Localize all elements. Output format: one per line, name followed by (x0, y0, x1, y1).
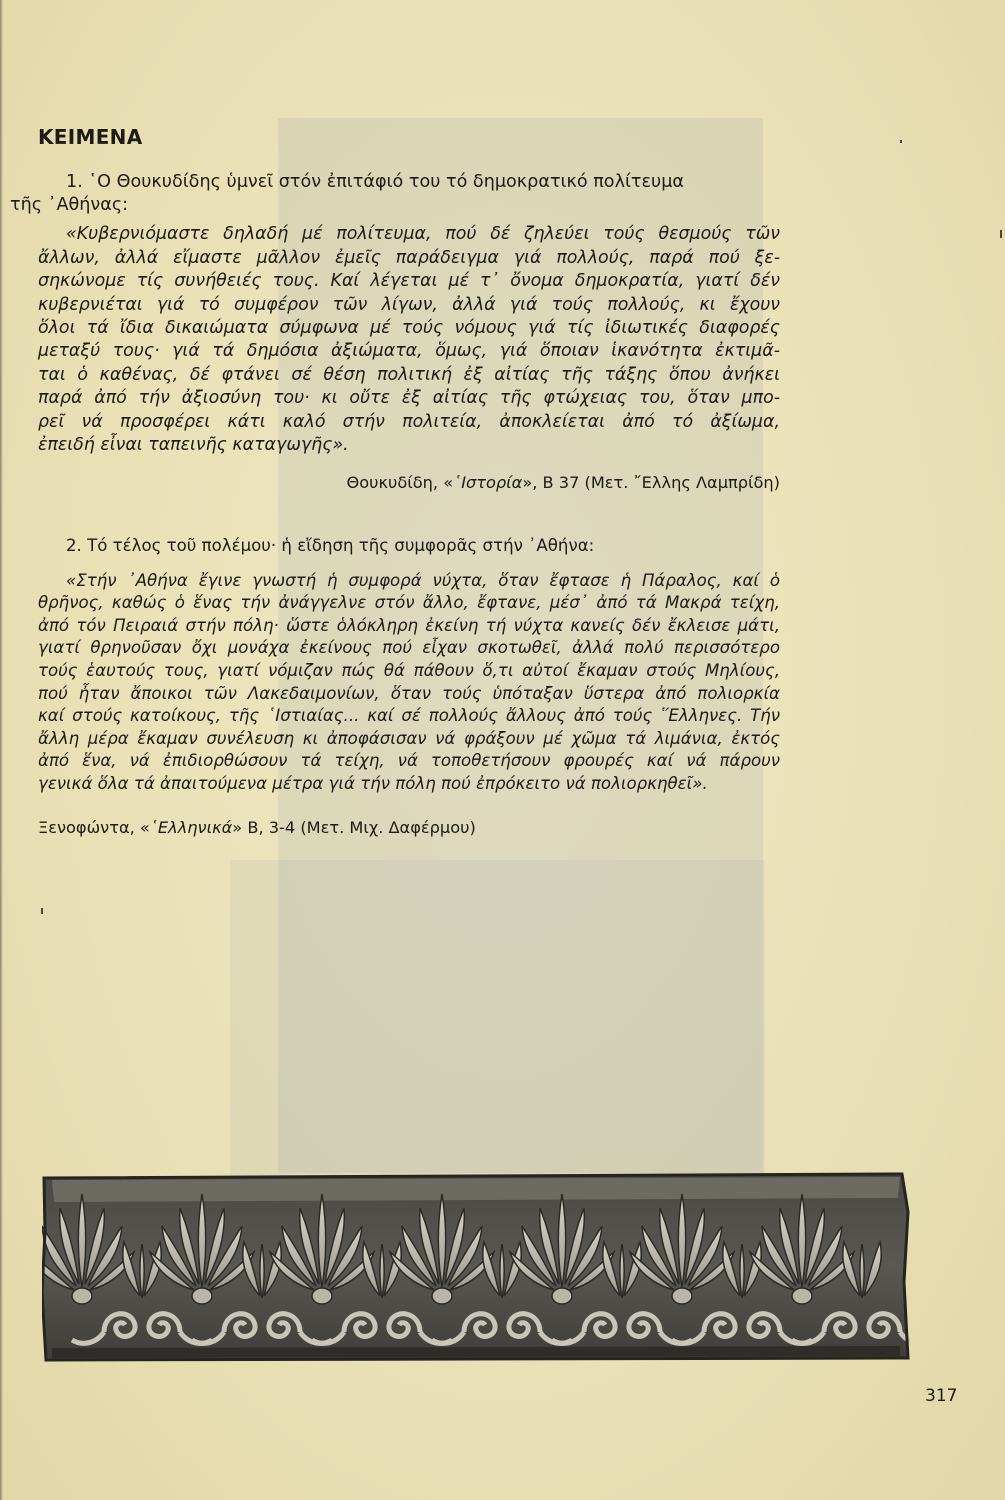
quote-line: ἄλλων, ἀλλά εἴμαστε μᾶλλον ἐμεῖς παράδειγμα γιά πολλούς, παρά πού ξε- (38, 247, 780, 268)
paper-speck (1000, 230, 1002, 238)
quote-line: ἀπό ἕνα, νά ἐπιδιορθώσουν τά τείχη, νά τοποθετήσουν φρουρές καί νά πάρουν (38, 751, 780, 771)
text-2-citation (38, 818, 780, 837)
quote-line: γενικά ὅλα τά ἀπαιτούμενα μέτρα γιά τήν πόλη πού ἐπρόκειτο νά πολιορκηθεῖ». (38, 774, 708, 794)
paper-speck (41, 908, 43, 914)
text-2 (38, 534, 780, 836)
quote-line: κυβερνιέται γιά τό συμφέρον τῶν λίγων, ἀλλά γιά τούς πολλούς, κι ἔχουν (38, 294, 780, 315)
text-column (10, 125, 780, 837)
text-1-heading-line-1: 1. ῾Ο Θουκυδίδης ὑμνεῖ στόν ἐπιτάφιό του τό δημοκρατικό πολίτευμα (66, 172, 685, 192)
quote-line: παρά ἀπό τήν ἀξιοσύνη του· κι οὔτε ἐξ αἰτίας τῆς φτώχειας του, ὅταν μπο- (38, 388, 780, 409)
quote-line: θρῆνος, καθώς ὁ ἕνας τήν ἀνάγγελνε στόν ἄλλο, ἔφτανε, μέσ᾿ ἀπό τά Μακρά τείχη, (38, 593, 780, 613)
text-1-citation (38, 473, 780, 492)
show-through-image-lower (230, 860, 765, 1180)
section-title: ΚΕΙΜΕΝΑ (38, 125, 143, 149)
citation-author: Ξενοφώντα, « (38, 817, 150, 837)
text-1-quote (38, 223, 780, 457)
quote-line: σηκώνομε τίς συνήθειές τους. Καί λέγεται μέ τ᾿ ὄνομα δημοκρατία, γιατί δέν (38, 271, 780, 292)
text-1-heading-line-2: τῆς ᾿Αθήνας: (10, 195, 129, 216)
anthemion-frieze-photo (42, 1172, 910, 1362)
quote-line: «Στήν ᾿Αθήνα ἔγινε γνωστή ἡ συμφορά νύχτα, ὅταν ἔφτασε ἡ Πάραλος, καί ὁ (66, 570, 780, 590)
quote-line: ται ὁ καθένας, δέ φτάνει σέ θέση πολιτική ἐξ αἰτίας τῆς τάξης ὅπου ἀνήκει (38, 364, 780, 385)
quote-line: μεταξύ τους· γιά τά δημόσια ἀξιώματα, ὅμως, γιά ὅποιαν ἱκανότητα ἐκτιμᾶ- (38, 341, 780, 362)
text-2-quote (38, 570, 780, 796)
page-number: 317 (925, 1386, 958, 1406)
paper-speck (900, 140, 902, 143)
citation-work: ῾Ελληνικά (149, 817, 233, 837)
quote-line: γιατί θρηνοῦσαν ὄχι μονάχα ἐκείνους πού εἶχαν σκοτωθεῖ, ἀλλά πολύ περισσότερο (38, 638, 780, 658)
text-1 (10, 171, 780, 493)
text-2-heading: 2. Τό τέλος τοῦ πολέμου· ἡ εἴδηση τῆς συμφορᾶς στήν ᾿Αθήνα: (66, 536, 595, 556)
text-1-heading (10, 171, 780, 217)
quote-line: ρεῖ νά προσφέρει κάτι καλό στήν πολιτεία, ἀποκλείεται ἀπό τό ἀξίωμα, (38, 411, 780, 432)
citation-rest: » Β, 3-4 (Μετ. Μιχ. Δαφέρμου) (232, 817, 476, 837)
quote-line: ἄλλη μέρα ἔκαμαν συνέλευση κι ἀποφάσισαν νά φράξουν μέ χῶμα τά λιμάνια, ἐκτός (38, 728, 780, 748)
quote-line: «Κυβερνιόμαστε δηλαδή μέ πολίτευμα, πού δέ ζηλεύει τούς θεσμούς τῶν (66, 224, 780, 245)
citation-rest: », Β 37 (Μετ. ῎Ελλης Λαμπρίδη) (522, 473, 780, 493)
citation-work: ῾Ιστορία (453, 473, 523, 493)
quote-line: ἀπό τόν Πειραιά στήν πόλη· ὥστε ὁλόκληρη ἐκείνη τή νύχτα κανείς δέν ἔκλεισε μάτι, (38, 615, 780, 635)
binding-edge (0, 0, 3, 1500)
quote-line: ὅλοι τά ἴδια δικαιώματα σύμφωνα μέ τούς νόμους γιά τίς ἰδιωτικές διαφορές (38, 318, 780, 339)
quote-line: πού ἦταν ἄποικοι τῶν Λακεδαιμονίων, ὅταν τούς ὑπόταξαν ὕστερα ἀπό πολιορκία (38, 683, 780, 703)
quote-line: καί στούς κατοίκους, τῆς ῾Ιστιαίας... καί σέ πολλούς ἄλλους ἀπό τούς ῞Ελληνες. Τήν (38, 706, 780, 726)
citation-author: Θουκυδίδη, « (346, 473, 454, 493)
quote-line: ἐπειδή εἶναι ταπεινῆς καταγωγῆς». (38, 435, 349, 456)
quote-line: τούς ἑαυτούς τους, γιατί νόμιζαν πώς θά πάθουν ὅ,τι αὐτοί ἔκαμαν στούς Μηλίους, (38, 661, 780, 681)
